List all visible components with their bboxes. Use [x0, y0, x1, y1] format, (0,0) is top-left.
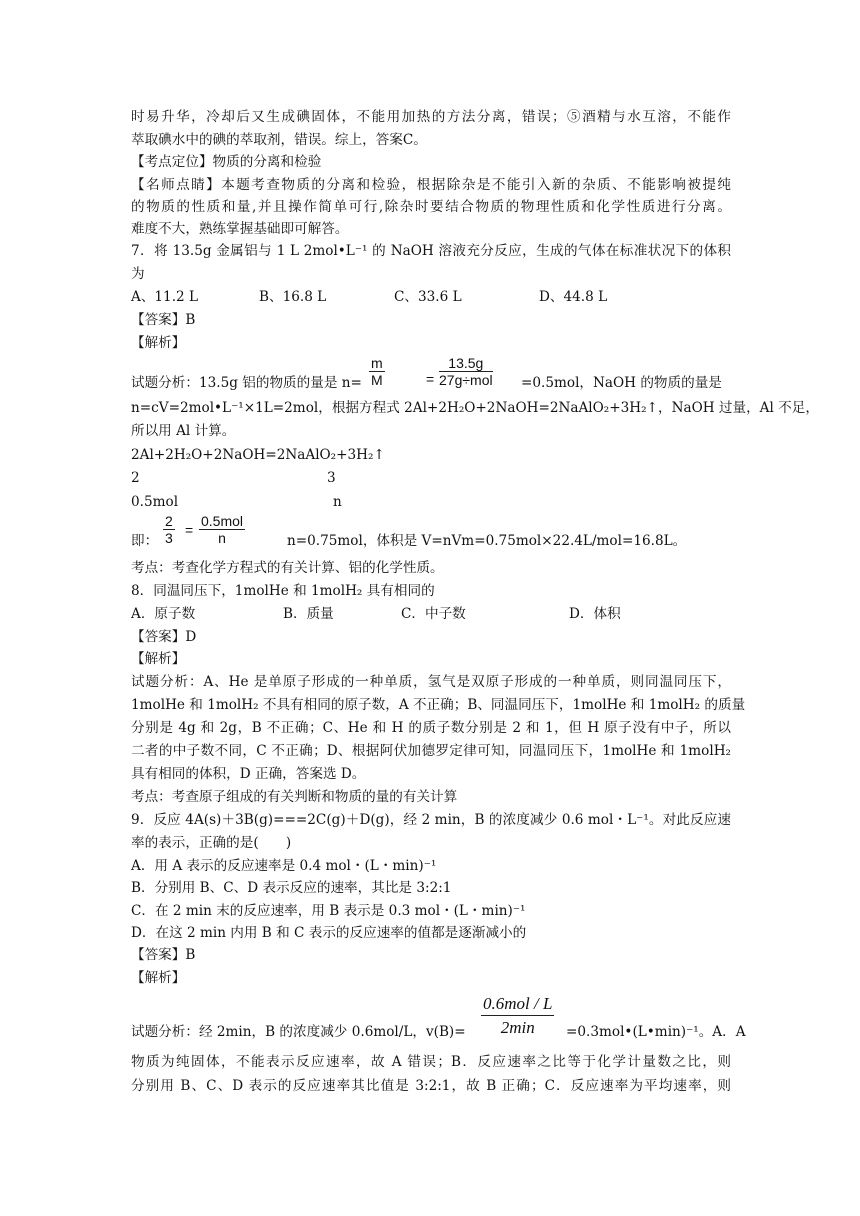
text-line: 为 [131, 266, 145, 282]
ratio-value: 2 [131, 470, 140, 486]
fraction-numerator: 2 [165, 513, 173, 529]
option-a: A、11.2 L [131, 289, 199, 305]
text-line: 难度不大，熟练掌握基础即可解答。 [131, 221, 349, 237]
text-line: 时易升华，冷却后又生成碘固体，不能用加热的方法分离，错误；⑤酒精与水互溶，不能作 [131, 109, 731, 125]
text-line: 试题分析：经 2min，B 的浓度减少 0.6mol/L，v(B)= [131, 1024, 466, 1040]
key-point: 考点：考查化学方程式的有关计算、铝的化学性质。 [131, 560, 444, 576]
fraction-2-over-3 [163, 513, 175, 547]
fraction-m-over-M [369, 355, 385, 389]
analysis-heading: 【解析】 [131, 970, 186, 986]
text-line: n=0.75mol，体积是 V=nVm=0.75mol×22.4L/mol=16.8L。 [287, 533, 687, 549]
ratio-value: 0.5mol [131, 494, 179, 510]
analysis-heading: 【解析】 [131, 651, 186, 667]
option-c: C．在 2 min 末的反应速率，用 B 表示是 0.3 mol・(L・min)⁻¹ [131, 903, 526, 919]
equals-sign: = [185, 522, 194, 538]
fraction-0.5mol-over-n [199, 513, 245, 547]
question-7: 7．将 13.5g 金属铝与 1 L 2mol•L⁻¹ 的 NaOH 溶液充分反应，生成的气体在标准状况下的体积 [131, 243, 731, 259]
text-line: 率的表示，正确的是( ) [131, 835, 292, 851]
text-line: =0.3mol•(L•min)⁻¹。A．A [566, 1024, 746, 1040]
option-c: C．中子数 [401, 606, 466, 622]
fraction-mass-over-molar-mass [439, 355, 493, 389]
fraction-denominator: n [218, 530, 226, 546]
option-a: A．用 A 表示的反应速率是 0.4 mol・(L・min)⁻¹ [131, 858, 437, 874]
fraction-denominator: 2min [500, 1018, 535, 1037]
equation: 2Al+2H₂O+2NaOH=2NaAlO₂+3H₂↑ [131, 447, 385, 463]
fraction-denominator: 3 [165, 530, 173, 546]
option-c: C、33.6 L [394, 289, 462, 305]
option-b: B．分别用 B、C、D 表示反应的速率，其比是 3:2:1 [131, 880, 452, 896]
option-b: B、16.8 L [259, 289, 327, 305]
option-b: B．质量 [283, 606, 334, 622]
text-line: 物质为纯固体，不能表示反应速率，故 A 错误；B．反应速率之比等于化学计量数之比，则 [131, 1054, 731, 1070]
text-line: n=cV=2mol•L⁻¹×1L=2mol，根据方程式 2Al+2H₂O+2NaOH=2NaAlO₂+3H₂↑，NaOH 过量，Al 不足， [131, 400, 819, 416]
option-d: D、44.8 L [539, 289, 608, 305]
text-line: 【考点定位】物质的分离和检验 [131, 154, 322, 170]
ratio-value: n [333, 494, 342, 510]
text-line: 的物质的性质和量,并且操作简单可行,除杂时要结合物质的物理性质和化学性质进行分离。 [131, 199, 731, 215]
text-line: 二者的中子数不同，C 不正确；D、根据阿伏加德罗定律可知，同温同压下，1molHe 和 1molH₂ [131, 743, 731, 759]
option-d: D．体积 [569, 606, 621, 622]
fraction-denominator: 27g÷mol [439, 372, 493, 388]
question-9: 9．反应 4A(s)＋3B(g)===2C(g)＋D(g)，经 2 min，B 的浓度减少 0.6 mol・L⁻¹。对此反应速 [131, 812, 731, 828]
text-line: 试题分析：A、He 是单原子形成的一种单质，氢气是双原子形成的一种单质，则同温同压下， [131, 674, 731, 690]
text-line: 即： [131, 533, 159, 549]
fraction-denominator: M [371, 372, 383, 388]
fraction-numerator: m [371, 355, 383, 371]
ratio-value: 3 [327, 470, 336, 486]
answer: 【答案】B [131, 947, 196, 963]
text-line: 分别是 4g 和 2g，B 不正确；C、He 和 H 的质子数分别是 2 和 1，但 H 原子没有中子，所以 [131, 720, 731, 736]
fraction-numerator: 0.6mol / L [481, 993, 554, 1016]
text-line: 试题分析：13.5g 铝的物质的量是 n= [131, 375, 362, 391]
text-line: 1molHe 和 1molH₂ 不具有相同的原子数，A 不正确；B、同温同压下，1molHe 和 1molH₂ 的质量 [131, 697, 746, 713]
question-8: 8．同温同压下，1molHe 和 1molH₂ 具有相同的 [131, 583, 435, 599]
key-point: 考点：考查原子组成的有关判断和物质的量的有关计算 [131, 789, 458, 805]
answer: 【答案】B [131, 312, 196, 328]
text-line: 萃取碘水中的碘的萃取剂，错误。综上，答案C。 [131, 132, 427, 148]
option-a: A．原子数 [131, 606, 196, 622]
fraction-rate [481, 993, 554, 1040]
text-line: 所以用 Al 计算。 [131, 423, 236, 439]
option-d: D．在这 2 min 内用 B 和 C 表示的反应速率的值都是逐渐减小的 [131, 925, 527, 941]
text-line: 【名师点睛】本题考查物质的分离和检验，根据除杂是不能引入新的杂质、不能影响被提纯 [131, 177, 731, 193]
fraction-numerator: 13.5g [439, 355, 493, 372]
text-line: 具有相同的体积，D 正确，答案选 D。 [131, 766, 366, 782]
text-line: =0.5mol，NaOH 的物质的量是 [521, 375, 722, 391]
text-line: 分别用 B、C、D 表示的反应速率其比值是 3:2:1，故 B 正确；C．反应速率为平均速率，则 [131, 1078, 731, 1094]
answer: 【答案】D [131, 629, 197, 645]
fraction-numerator: 0.5mol [201, 513, 244, 529]
analysis-heading: 【解析】 [131, 335, 186, 351]
equals-sign: = [426, 371, 435, 387]
